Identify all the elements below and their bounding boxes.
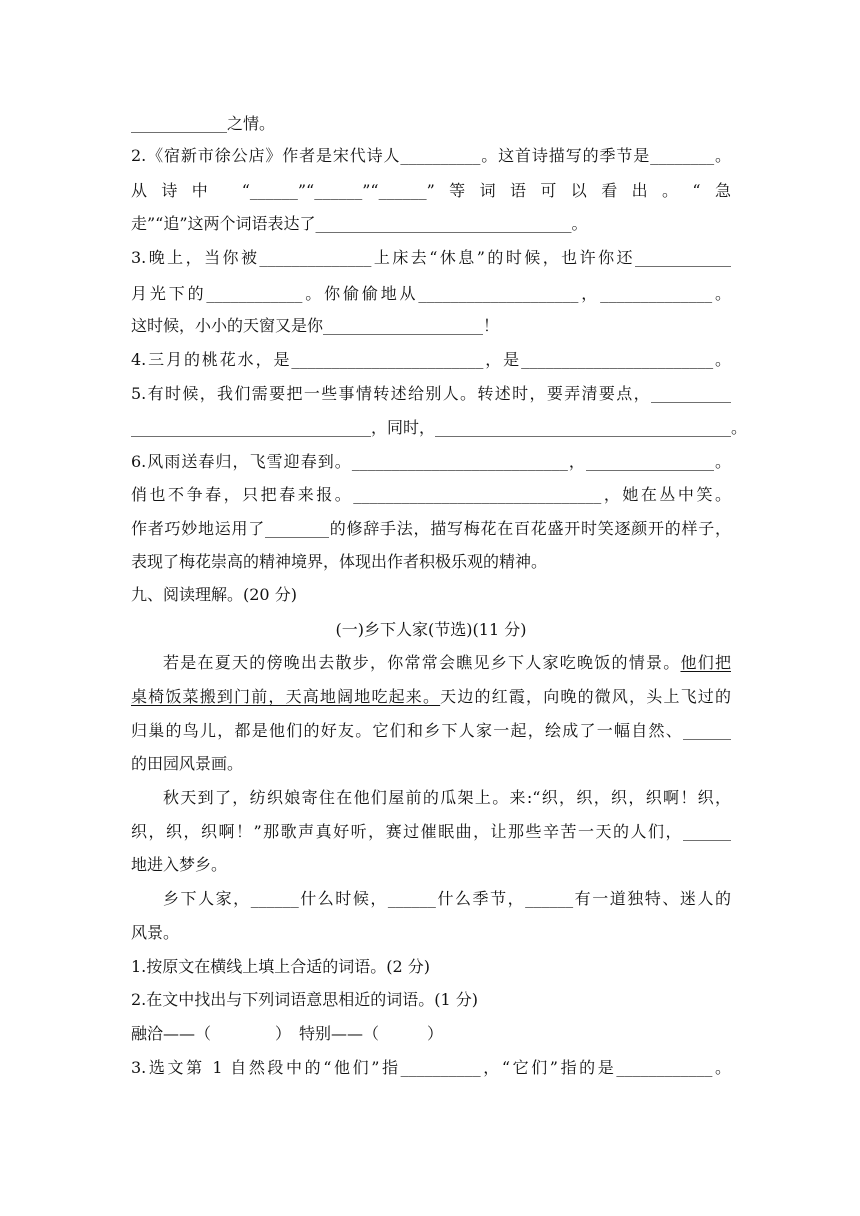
question-4-line: 4.三月的桃花水，是________________________，是________________________。 <box>131 350 731 369</box>
section-heading: 九、阅读理解。(20 分) <box>131 585 297 604</box>
text-line: ______________________________，同时，_____________________________________。 <box>131 418 748 437</box>
passage-line: 地进入梦乡。 <box>131 855 228 874</box>
passage-text: 天边的红霞，向晚的微风，头上飞过的 <box>440 687 731 706</box>
underlined-sentence: 桌椅饭菜搬到门前，天高地阔地吃起来。 <box>131 687 441 706</box>
question-6-line: 6.风雨送春归，飞雪迎春到。___________________________，________________。 <box>131 452 731 471</box>
passage-paragraph-2: 秋天到了，纺织娘寄住在他们屋前的瓜架上。来:“织，织，织，织啊！织， <box>163 788 731 807</box>
text-line: 这时候，小小的天窗又是你____________________！ <box>131 316 500 335</box>
underlined-sentence: 他们把 <box>680 653 731 672</box>
question-2-line: 2.《宿新市徐公店》作者是宋代诗人__________。这首诗描写的季节是________。 <box>131 146 731 165</box>
text-line: ____________之情。 <box>131 114 276 133</box>
text-line: 表现了梅花崇高的精神境界，体现出作者积极乐观的精神。 <box>131 552 548 571</box>
reading-question-2: 2.在文中找出与下列词语意思相近的词语。(1 分) <box>131 990 479 1009</box>
passage-title: (一)乡下人家(节选)(11 分) <box>335 620 527 639</box>
text-line: 走”“追”这两个词语表达了________________________________。 <box>131 214 588 233</box>
text-line: 作者巧妙地运用了________的修辞手法，描写梅花在百花盛开时笑逐颜开的样子， <box>131 519 731 538</box>
passage-paragraph-1 <box>163 653 731 673</box>
reading-question-1: 1.按原文在横线上填上合适的词语。(2 分) <box>131 957 431 976</box>
text-line: 俏也不争春，只把春来报。_______________________________，她在丛中笑。 <box>131 485 731 504</box>
passage-paragraph-3: 乡下人家，______什么时候，______什么季节，______有一道独特、迷人的 <box>163 889 731 908</box>
synonym-answer-line: 融洽——（ ） 特别——（ ） <box>131 1024 444 1043</box>
passage-text: 若是在夏天的傍晚出去散步，你常常会瞧见乡下人家吃晚饭的情景。 <box>163 653 681 672</box>
passage-line: 织，织，织啊！”那歌声真好听，赛过催眠曲，让那些辛苦一天的人们，______ <box>131 822 731 841</box>
passage-line: 归巢的鸟儿，都是他们的好友。它们和乡下人家一起，绘成了一幅自然、______ <box>131 721 731 740</box>
reading-question-3: 3.选文第 1 自然段中的“他们”指__________，“它们”指的是____________。 <box>131 1058 731 1077</box>
passage-line <box>131 687 731 707</box>
text-line: 从诗中 “______”“______”“______”等词语可以看出。“急 <box>131 181 731 200</box>
passage-line: 的田园风景画。 <box>131 754 244 773</box>
text-line: 月光下的____________。你偷偷地从____________________，______________。 <box>131 284 731 303</box>
passage-line: 风景。 <box>131 923 180 942</box>
question-3-line: 3.晚上，当你被______________上床去“休息”的时候，也许你还____________ <box>131 248 731 267</box>
question-5-line: 5.有时候，我们需要把一些事情转述给别人。转述时，要弄清要点，__________ <box>131 384 731 403</box>
